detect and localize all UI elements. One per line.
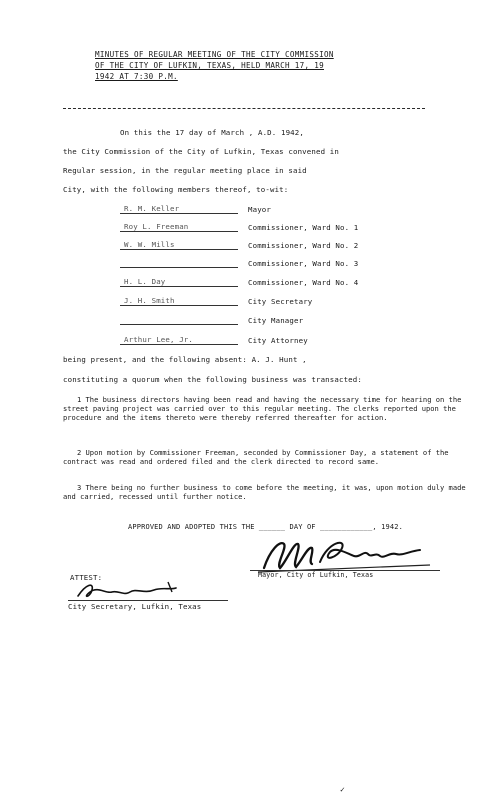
approval-line: APPROVED AND ADOPTED THIS THE ______ DAY OF ____________, 1942. <box>128 523 403 531</box>
header-line-1: MINUTES OF REGULAR MEETING OF THE CITY COMMISSION <box>95 50 334 59</box>
page-mark: ✓ <box>340 785 345 794</box>
minutes-paragraph-3: 3 There being no further business to come before the meeting, it was, upon motion duly made and carried, recessed until further notice. <box>63 483 466 501</box>
member-role: Commissioner, Ward No. 4 <box>248 278 359 287</box>
member-name-line <box>120 297 238 306</box>
member-name-line <box>120 241 238 250</box>
intro-line-4: City, with the following members thereof, to-wit: <box>63 185 289 194</box>
minutes-paragraph-2: 2 Upon motion by Commissioner Freeman, seconded by Commissioner Day, a statement of the contract was read and ordered filed and the clerk directed to record same. <box>63 448 449 466</box>
member-name-line <box>120 336 238 345</box>
present-absent-line: being present, and the following absent: A. J. Hunt , <box>63 355 307 364</box>
minutes-paragraph-1: 1 The business directors having been read and having the necessary time for hearing on the street paving project was carried over to this regular meeting. The clerks reported upon the procedure and the items thereto were thereby referred thereafter for action. <box>63 395 462 422</box>
member-name: Roy L. Freeman <box>124 222 189 231</box>
header-line-3: 1942 AT 7:30 P.M. <box>95 72 178 81</box>
member-name-line <box>120 223 238 232</box>
member-name: J. H. Smith <box>124 296 175 305</box>
intro-line-3: Regular session, in the regular meeting place in said <box>63 166 307 175</box>
header-line-2: OF THE CITY OF LUFKIN, TEXAS, HELD MARCH 17, 19 <box>95 61 324 70</box>
secretary-title: City Secretary, Lufkin, Texas <box>68 602 202 611</box>
member-name: H. L. Day <box>124 277 166 286</box>
member-role: City Secretary <box>248 297 313 306</box>
member-role: Commissioner, Ward No. 3 <box>248 259 359 268</box>
member-name-line <box>120 278 238 287</box>
member-name-line <box>120 259 238 268</box>
header-divider <box>63 108 425 109</box>
mayor-title: Mayor, City of Lufkin, Texas <box>258 571 374 579</box>
intro-line-1: On this the 17 day of March , A.D. 1942, <box>120 128 304 137</box>
quorum-line: constituting a quorum when the following business was transacted: <box>63 375 362 384</box>
member-name: W. W. Mills <box>124 240 175 249</box>
intro-line-2: the City Commission of the City of Lufkin, Texas convened in <box>63 147 339 156</box>
member-name-line <box>120 205 238 214</box>
secretary-signature-line <box>68 600 228 601</box>
member-role: City Manager <box>248 316 304 325</box>
member-role: Commissioner, Ward No. 2 <box>248 241 359 250</box>
member-name: R. M. Keller <box>124 204 180 213</box>
member-role: Mayor <box>248 205 271 214</box>
member-name-line <box>120 316 238 325</box>
attest-label: ATTEST: <box>70 573 103 582</box>
member-name: Arthur Lee, Jr. <box>124 335 193 344</box>
member-role: Commissioner, Ward No. 1 <box>248 223 359 232</box>
member-role: City Attorney <box>248 336 308 345</box>
